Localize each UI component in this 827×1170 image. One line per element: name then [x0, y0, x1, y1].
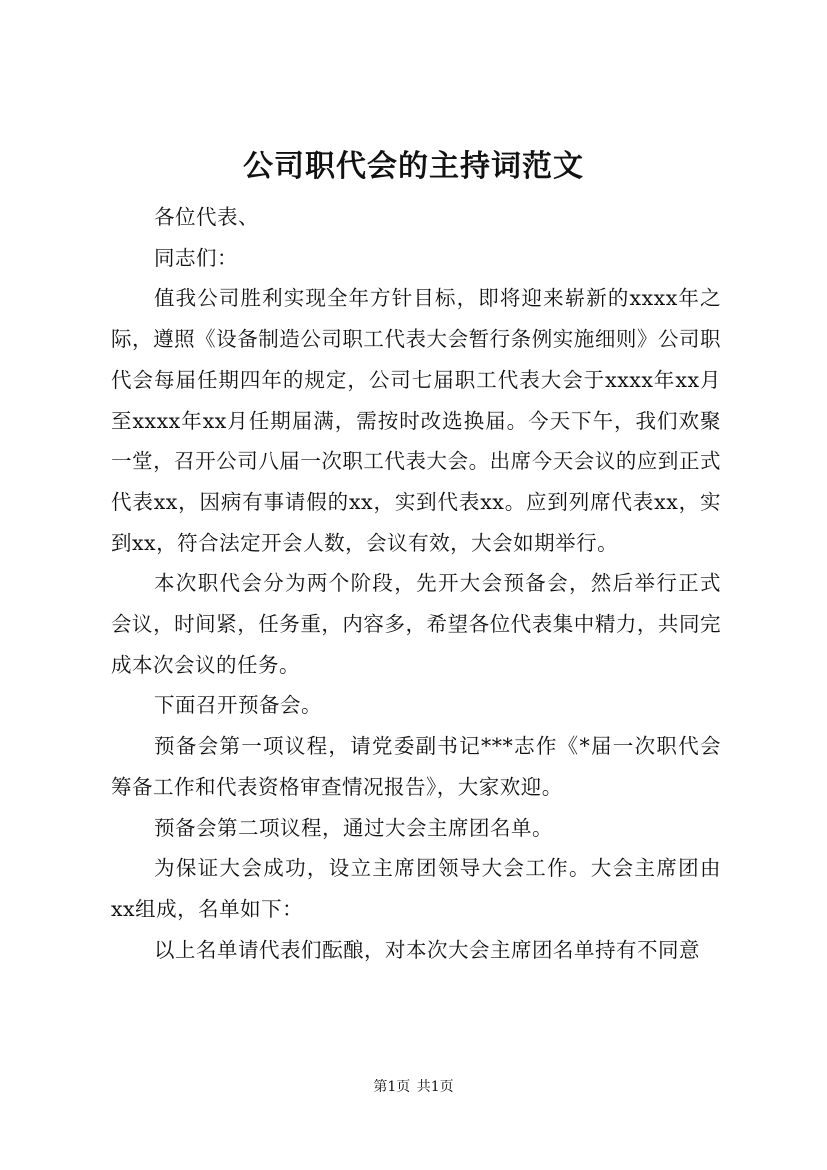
paragraph: 各位代表、 [154, 205, 260, 229]
page-number: 第1页 [373, 1079, 411, 1095]
paragraph: 预备会第一项议程，请党委副书记***志作《*届一次职代会筹备工作和代表资格审查情况报告》，大家欢迎。 [111, 734, 721, 799]
paragraph: 值我公司胜利实现全年方针目标，即将迎来崭新的xxxx年之际，遵照《设备制造公司职工代表大会暂行条例实施细则》公司职代会每届任期四年的规定，公司七届职工代表大会于xxxx年xx月至xxxx年xx月任期届满，需按时改选换届。今天下午，我们欢聚一堂，召开公司八届一次职工代表大会。出席今天会议的应到正式代表xx，因病有事请假的xx，实到代表xx。应到列席代表xx，实到xx，符合法定开会人数，会议有效，大会如期举行。 [111, 286, 721, 555]
paragraph: 本次职代会分为两个阶段，先开大会预备会，然后举行正式会议，时间紧，任务重，内容多，希望各位代表集中精力，共同完成本次会议的任务。 [111, 571, 721, 677]
paragraph: 预备会第二项议程，通过大会主席团名单。 [154, 815, 554, 840]
paragraph: 同志们： [154, 245, 239, 270]
document-body [111, 197, 721, 970]
page-total: 共1页 [416, 1079, 454, 1095]
paragraph: 为保证大会成功，设立主席团领导大会工作。大会主席团由xx组成，名单如下： [111, 856, 721, 921]
paragraph: 下面召开预备会。 [154, 693, 323, 718]
page-footer [0, 1077, 827, 1097]
document-title: 公司职代会的主持词范文 [243, 149, 584, 184]
paragraph: 以上名单请代表们酝酿，对本次大会主席团名单持有不同意 [154, 937, 701, 962]
